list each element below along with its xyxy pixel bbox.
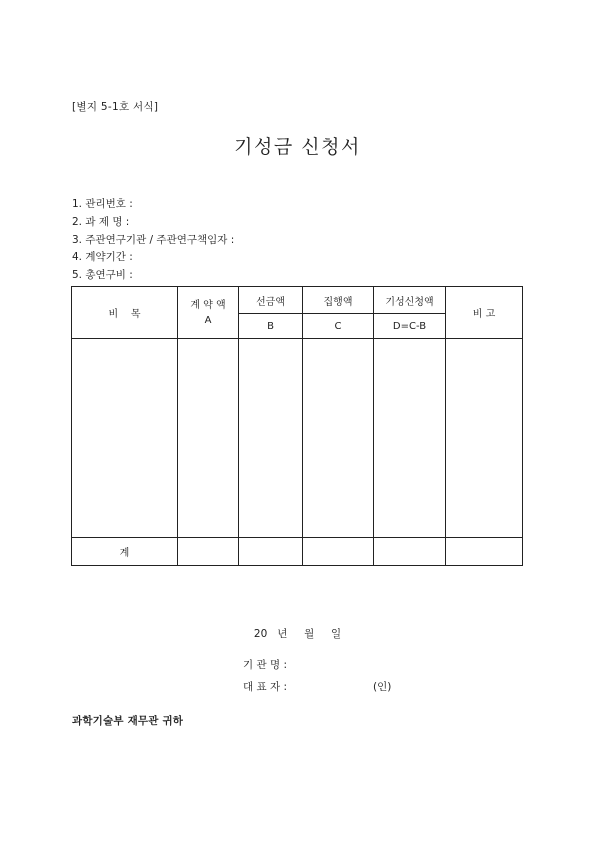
body-cell-advance[interactable] <box>239 339 303 538</box>
header-advance-code: B <box>239 314 303 339</box>
body-cell-progress-request[interactable] <box>374 339 446 538</box>
header-progress-code: D=C-B <box>374 314 446 339</box>
budget-table <box>71 286 523 566</box>
total-cell-remarks[interactable] <box>446 538 523 566</box>
total-cell-executed[interactable] <box>303 538 374 566</box>
header-advance: 선금액 <box>239 287 303 314</box>
form-number: [별지 5-1호 서식] <box>72 101 159 113</box>
signature-rep-label: 대 표 자 : <box>243 681 287 693</box>
total-cell-progress-request[interactable] <box>374 538 446 566</box>
total-cell-advance[interactable] <box>239 538 303 566</box>
table-header-row <box>72 287 523 314</box>
header-remarks: 비 고 <box>446 287 523 339</box>
body-cell-executed[interactable] <box>303 339 374 538</box>
info-lead-institution: 3. 주관연구기관 / 주관연구책임자 : <box>72 233 235 246</box>
header-contract-amount-code: A <box>204 314 212 326</box>
recipient-line: 과학기술부 재무관 귀하 <box>72 715 184 727</box>
total-label: 계 <box>72 538 178 566</box>
info-contract-period: 4. 계약기간 : <box>72 251 133 264</box>
date-line: 20 년 월 일 <box>253 628 342 640</box>
header-item: 비 목 <box>72 287 178 339</box>
seal-mark: (인) <box>373 681 392 693</box>
header-executed-code: C <box>303 314 374 339</box>
body-cell-item[interactable] <box>72 339 178 538</box>
body-cell-contract-amount[interactable] <box>178 339 239 538</box>
table-total-row <box>72 538 523 566</box>
info-total-budget: 5. 총연구비 : <box>72 269 133 282</box>
signature-org-label: 기 관 명 : <box>243 659 287 671</box>
table-body-row <box>72 339 523 538</box>
total-cell-contract-amount[interactable] <box>178 538 239 566</box>
document-title: 기성금 신청서 <box>234 136 361 158</box>
header-progress-request: 기성신청액 <box>374 287 446 314</box>
header-executed: 집행액 <box>303 287 374 314</box>
info-field-list <box>72 196 234 285</box>
info-management-number: 1. 관리번호 : <box>72 198 133 210</box>
info-project-name: 2. 과 제 명 : <box>72 215 130 228</box>
header-contract-amount-label: 계 약 액 <box>190 299 226 311</box>
header-contract-amount <box>178 287 239 339</box>
body-cell-remarks[interactable] <box>446 339 523 538</box>
